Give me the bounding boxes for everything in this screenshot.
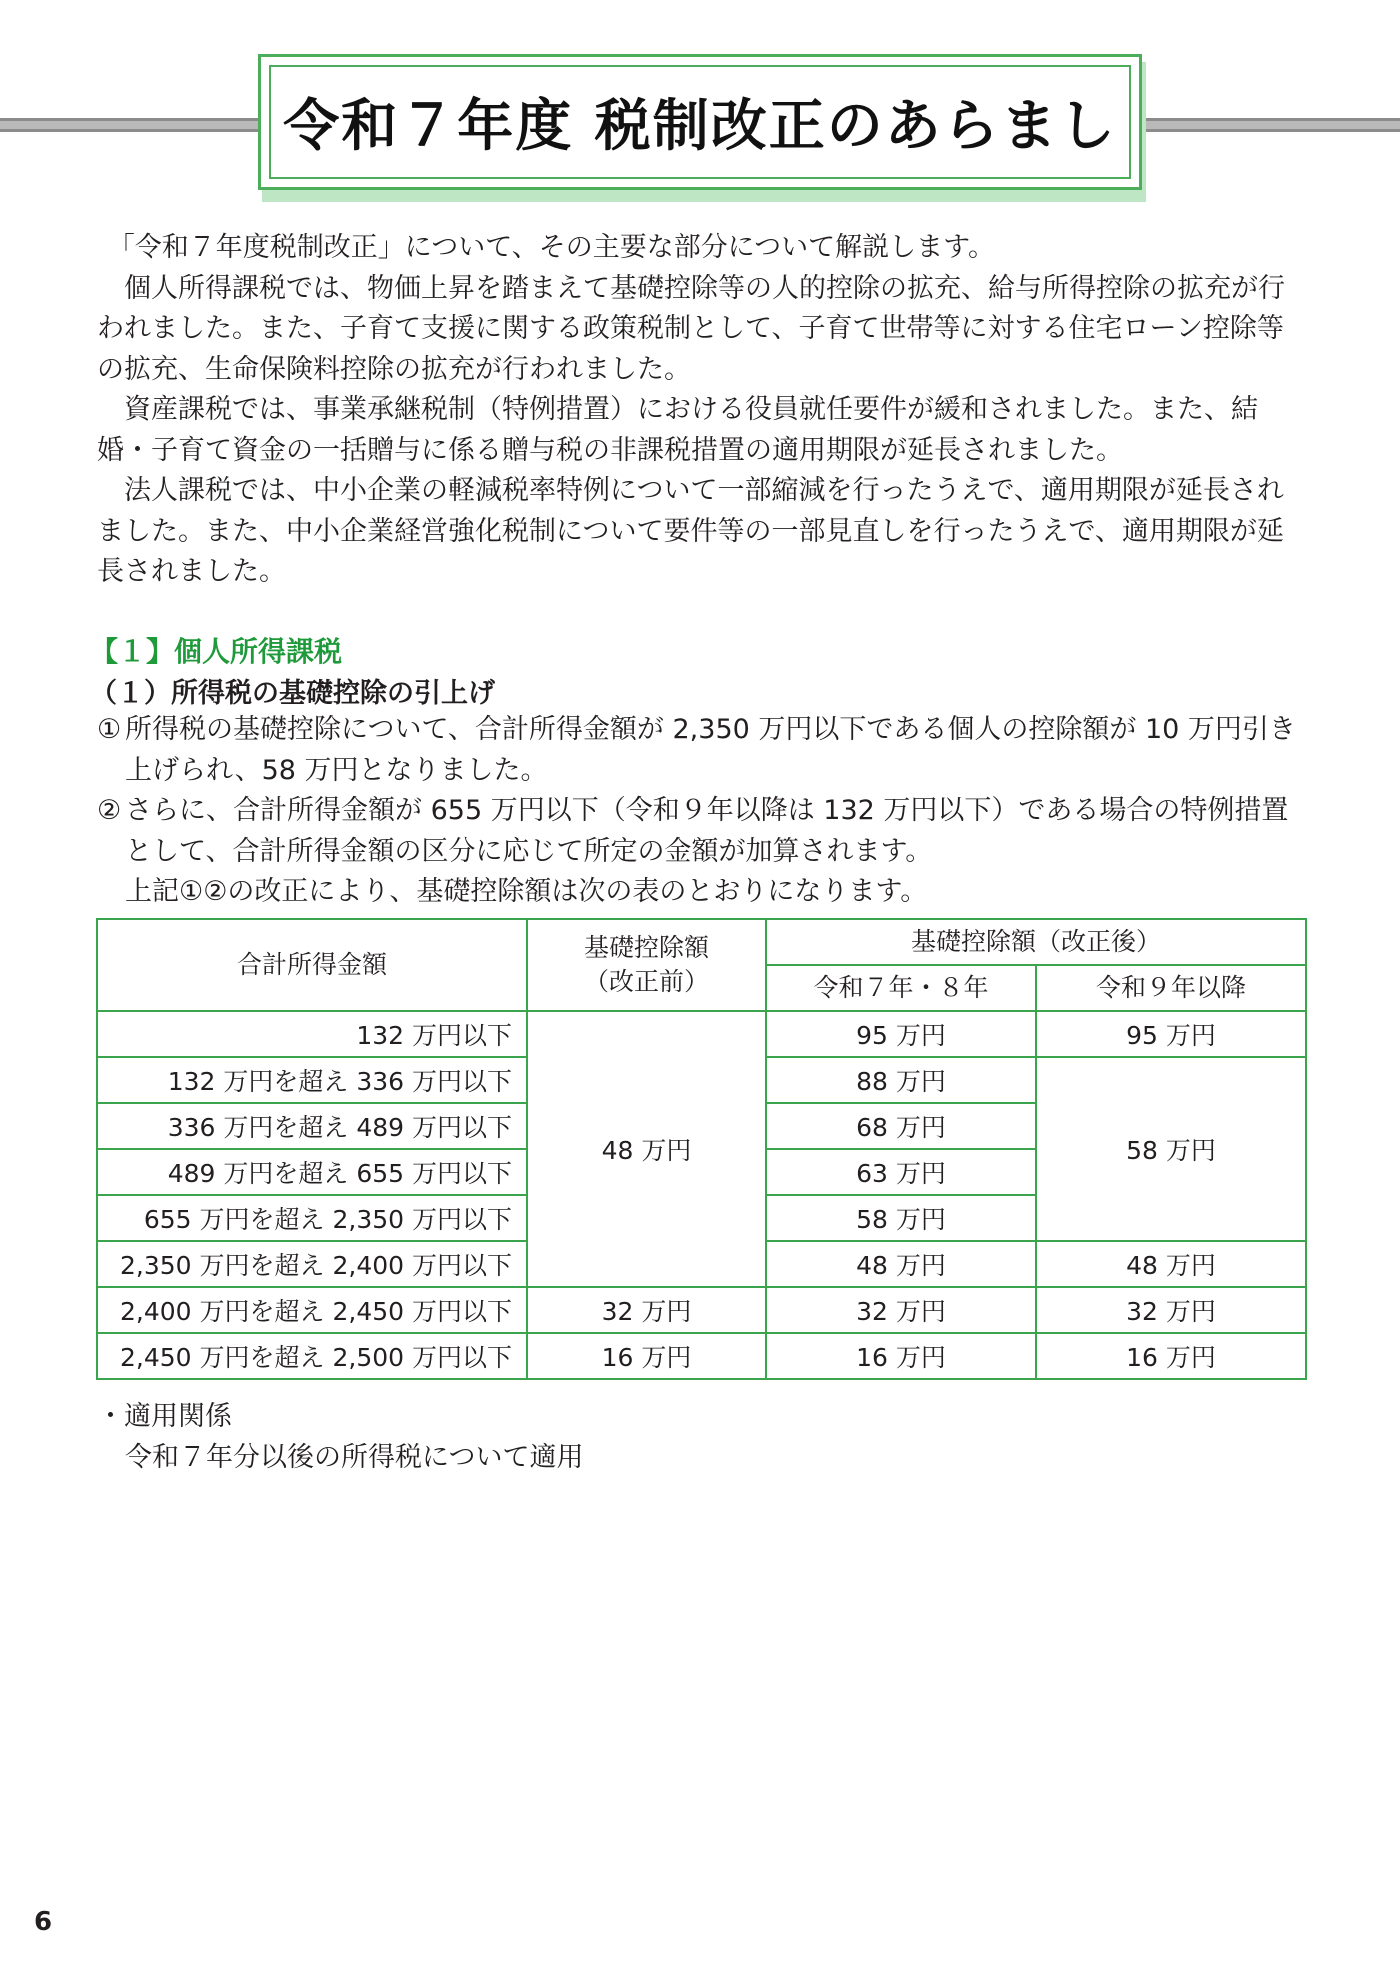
header-before-label: 基礎控除額: [583, 933, 709, 962]
income-range-cell: 336 万円を超え 489 万円以下: [97, 1103, 527, 1149]
provision-list: [97, 710, 1307, 913]
title-box-inner: [269, 65, 1131, 179]
applicability-text: 令和７年分以後の所得税について適用: [125, 1442, 584, 1473]
header-before: [527, 919, 766, 1011]
r78-amount-cell: 68 万円: [766, 1103, 1036, 1149]
r9-amount-cell: 16 万円: [1036, 1333, 1306, 1379]
r78-amount-cell: 95 万円: [766, 1011, 1036, 1057]
r78-amount-cell: 63 万円: [766, 1149, 1036, 1195]
intro-paragraph: 資産課税では、事業承継税制（特例措置）における役員就任要件が緩和されました。また、結婚・子育て資金の一括贈与に係る贈与税の非課税措置の適用期限が延長されました。: [97, 394, 1258, 466]
r78-amount-cell: 48 万円: [766, 1241, 1036, 1287]
list-item-marker: ①: [97, 714, 122, 745]
header-after-r7-r8: 令和７年・８年: [766, 965, 1036, 1011]
intro-paragraph: 個人所得課税では、物価上昇を踏まえて基礎控除等の人的控除の拡充、給与所得控除の拡充が行われました。また、子育て支援に関する政策税制として、子育て世帯等に対する住宅ローン控除等の拡充、生命保険料控除の拡充が行われました。: [97, 272, 1285, 385]
r9-amount-cell: 48 万円: [1036, 1241, 1306, 1287]
before-amount-cell: 32 万円: [527, 1287, 766, 1333]
income-range-cell: 2,450 万円を超え 2,500 万円以下: [97, 1333, 527, 1379]
title-rule-right: [1138, 118, 1400, 132]
list-item: [97, 791, 1307, 872]
income-range-cell: 489 万円を超え 655 万円以下: [97, 1149, 527, 1195]
table-row: [97, 1333, 1306, 1379]
section-heading: 【１】個人所得課税: [90, 635, 343, 668]
intro-paragraph: 法人課税では、中小企業の軽減税率特例について一部縮減を行ったうえで、適用期限が延長されました。また、中小企業経営強化税制について要件等の一部見直しを行ったうえで、適用期限が延長されました。: [97, 475, 1284, 587]
table-row: [97, 1287, 1306, 1333]
r78-amount-cell: 16 万円: [766, 1333, 1036, 1379]
intro-text: [97, 228, 1307, 593]
r9-amount-cell: 32 万円: [1036, 1287, 1306, 1333]
r9-amount-cell: 58 万円: [1036, 1057, 1306, 1241]
header-after-r9: 令和９年以降: [1036, 965, 1306, 1011]
income-range-cell: 2,350 万円を超え 2,400 万円以下: [97, 1241, 527, 1287]
applicability-label: ・適用関係: [97, 1401, 232, 1432]
title-box: [258, 54, 1142, 190]
header-income: 合計所得金額: [97, 919, 527, 1011]
basic-deduction-table: [96, 918, 1307, 1380]
table-header-row: [97, 919, 1306, 965]
title-rule-left: [0, 118, 262, 132]
sub-heading: （１）所得税の基礎控除の引上げ: [90, 678, 495, 709]
before-amount-cell: 16 万円: [527, 1333, 766, 1379]
list-item-marker: ②: [97, 795, 122, 826]
r78-amount-cell: 32 万円: [766, 1287, 1036, 1333]
income-range-cell: 2,400 万円を超え 2,450 万円以下: [97, 1287, 527, 1333]
r78-amount-cell: 88 万円: [766, 1057, 1036, 1103]
before-amount-cell: 48 万円: [527, 1011, 766, 1287]
income-range-cell: 132 万円を超え 336 万円以下: [97, 1057, 527, 1103]
table-row: [97, 1011, 1306, 1057]
income-range-cell: 655 万円を超え 2,350 万円以下: [97, 1195, 527, 1241]
applicability: [97, 1396, 583, 1478]
list-item-text: 所得税の基礎控除について、合計所得金額が 2,350 万円以下である個人の控除額が 10 万円引き上げられ、58 万円となりました。: [125, 714, 1296, 786]
table-intro-note: 上記①②の改正により、基礎控除額は次の表のとおりになります。: [125, 876, 928, 907]
intro-paragraph: 「令和７年度税制改正」について、その主要な部分について解説します。: [107, 232, 996, 263]
header-after: 基礎控除額（改正後）: [766, 919, 1306, 965]
header-before-note: （改正前）: [583, 967, 709, 996]
page-title: 令和７年度 税制改正のあらまし: [283, 94, 1117, 159]
income-range-cell: 132 万円以下: [97, 1011, 527, 1057]
list-item: [97, 710, 1307, 791]
r78-amount-cell: 58 万円: [766, 1195, 1036, 1241]
list-item-text: さらに、合計所得金額が 655 万円以下（令和９年以降は 132 万円以下）である場合の特例措置として、合計所得金額の区分に応じて所定の金額が加算されます。: [125, 795, 1289, 867]
page-number: 6: [34, 1907, 53, 1937]
r9-amount-cell: 95 万円: [1036, 1011, 1306, 1057]
